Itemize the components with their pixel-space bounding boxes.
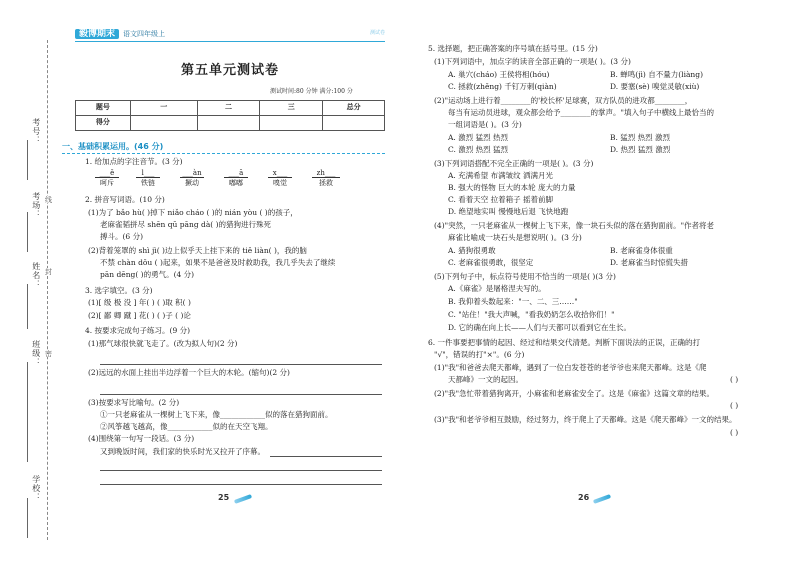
answer-bracket[interactable]: ( ): [730, 401, 739, 410]
question-line: 搏斗。(6 分): [100, 232, 144, 241]
question-line: (2)"我"急忙带着猎狗离开，小麻雀和老麻雀安全了。这是《麻雀》这篇文章的结果。: [434, 389, 715, 398]
answer-line[interactable]: [270, 456, 382, 457]
score-header: 三: [260, 101, 323, 116]
option-a[interactable]: A. 激烈 猛烈 热烈: [448, 133, 508, 142]
answer-line[interactable]: [100, 364, 382, 365]
page-header: [75, 29, 385, 39]
binding-write-line[interactable]: [27, 212, 28, 252]
question-line: (4)"突然，一只老麻雀从一棵树上飞下来，像一块石头似的落在猎狗面前。"作者将老: [434, 221, 715, 230]
question-line: 每当有运动员进球，观众都会给予________的掌声。"填入句子中横线上最恰当的: [448, 108, 714, 117]
question-line: 又到晚饭时间，我们家的快乐时光又拉开了序幕。: [100, 447, 265, 456]
question-line: pān dēng( )的勇气。(4 分): [100, 270, 195, 279]
option-b[interactable]: B. 我仰着头数起来："一、二、三……": [448, 297, 578, 306]
option-a[interactable]: A. 巢穴(cháo) 王侯将相(hóu): [448, 70, 550, 79]
answer-bracket[interactable]: ( ): [730, 375, 739, 384]
binding-label-school: 学校：: [31, 475, 41, 502]
brand-logo: 毅博期末: [75, 29, 119, 39]
header-rule: [75, 41, 385, 42]
binding-label-class: 班级：: [31, 340, 41, 367]
binding-label-exam-no: 考号：: [31, 118, 41, 145]
page-number: 26: [578, 493, 590, 502]
score-cell[interactable]: [197, 116, 260, 131]
header-tag: 测试卷: [369, 30, 385, 36]
option-d[interactable]: D. 绝望地实叫 慢慢地后退 飞快地跑: [448, 207, 569, 216]
answer-line[interactable]: [100, 484, 382, 485]
option-a[interactable]: A. 充满希望 布满皱纹 洒满月光: [448, 171, 553, 180]
answer-line[interactable]: [100, 394, 382, 395]
question-line: 老麻雀韬拼尽 shēn qū pāng dà( )的猎狗进行殊死: [100, 220, 272, 229]
question-stem: 5. 选择题，把正确答案的序号填在括号里。(15 分): [428, 44, 598, 53]
binding-write-line[interactable]: [27, 362, 28, 462]
question-line: (1)那气球很快就飞走了。(改为拟人句)(2 分): [88, 339, 238, 348]
binding-write-line[interactable]: [27, 140, 28, 180]
binding-mark-line: 线: [44, 196, 53, 203]
question-line: (2)[ 鄙 卿 蹴 ] 花( ) ( )子 ( )论: [88, 311, 191, 320]
question-line: (1)为了 bǎo hù( )掉下 niǎo cháo ( )的 nián yòu ( )的孩子，: [88, 208, 298, 217]
question-line: ①一只老麻雀从一棵树上飞下来，像____________似的落在猎狗面前。: [100, 410, 333, 419]
option-c[interactable]: C. 看着天空 拉着箱子 摇着前脚: [448, 195, 554, 204]
question-stem: 3. 选字填空。(3 分): [85, 286, 153, 295]
score-cell[interactable]: [130, 116, 197, 131]
option-c[interactable]: C. "站住！"我大声喊，"看我奶奶怎么收拾你们！": [448, 310, 615, 319]
option-c[interactable]: C. 老麻雀很勇敢，很坚定: [448, 258, 534, 267]
option-b[interactable]: B. 老麻雀身体很重: [610, 246, 673, 255]
pinyin-item[interactable]: l___ 铁链: [136, 169, 160, 188]
option-a[interactable]: A.《麻雀》是屠格涅夫写的。: [448, 284, 546, 293]
question-line: 一组词语是( )。(3 分): [448, 120, 522, 129]
section-heading: 一、基础积累运用。(46 分): [62, 142, 164, 151]
binding-label-name: 姓名：: [31, 262, 41, 289]
page-number: 25: [218, 493, 230, 502]
score-cell[interactable]: [260, 116, 323, 131]
question-stem: 1. 给加点的字注音节。(3 分): [85, 157, 183, 166]
binding-write-line[interactable]: [27, 284, 28, 329]
pinyin-item[interactable]: x___ 嗅觉: [268, 169, 292, 188]
option-d[interactable]: D. 老麻雀当时惊慌失措: [610, 258, 689, 267]
question-line: (4)围绕第一句写一段话。(3 分): [88, 434, 195, 443]
option-b[interactable]: B. 强大的怪物 巨大的本轮 庞大的力量: [448, 183, 576, 192]
binding-mark-secret: 密: [44, 350, 53, 357]
question-line: (3)下列词语搭配不完全正确的一项是( )。(3 分): [434, 159, 594, 168]
question-line: (2)背着笼罩的 shì jì( )边上似乎天上挂下来的 tiě liàn( )，我的脑: [88, 246, 307, 255]
score-header: 总分: [323, 101, 385, 116]
score-header: 题号: [76, 101, 131, 116]
binding-label-exam-room: 考场：: [31, 192, 41, 219]
option-a[interactable]: A. 猎狗很勇敢: [448, 246, 496, 255]
pencil-icon: [234, 494, 252, 504]
right-page: [400, 0, 800, 585]
score-header: 一: [130, 101, 197, 116]
option-d[interactable]: D. 热烈 猛烈 激烈: [610, 145, 671, 154]
pinyin-item[interactable]: ___ā 嘟嘟: [224, 169, 248, 188]
question-line: (1)"我"和爸爸去爬天都峰，遇到了一位白发苍苍的老爷爷也来爬天都峰。这是《爬: [434, 363, 707, 372]
question-line: (5)下列句子中，标点符号使用不恰当的一项是( )(3 分): [434, 272, 616, 281]
section-rule: [62, 153, 385, 154]
question-line: (1)[ 级 极 没 ] 年( ) ( )取 积( ): [88, 298, 191, 307]
question-line: 天都峰》一文的起因。: [448, 375, 523, 384]
answer-bracket[interactable]: ( ): [730, 428, 739, 437]
score-row-label: 得分: [76, 116, 131, 131]
question-line: ②风筝越飞越高，像____________似的在天空飞翔。: [100, 422, 273, 431]
binding-cut-line: [47, 40, 48, 540]
pinyin-item[interactable]: ___ě 呵斥: [95, 169, 119, 188]
score-header: 二: [197, 101, 260, 116]
option-c[interactable]: C. 拯救(zhěng) 千钉万刺(qiàn): [448, 82, 557, 91]
option-d[interactable]: D. 它的确在向上长——人们与天都可以看到它在生长。: [448, 323, 632, 332]
score-cell[interactable]: [323, 116, 385, 131]
question-line: (1)下列词语中，加点字的读音全部正确的一项是( )。(3 分): [434, 57, 631, 66]
question-line: (3)按要求写比喻句。(2 分): [88, 398, 180, 407]
question-line: (3)"我"和老爷爷相互鼓励，经过努力，终于爬上了天都峰。这是《爬天都峰》一文的结果。: [434, 415, 737, 424]
question-line: (2)远远的水面上挂出半边浮着一个巨大的木轮。(缩句)(2 分): [88, 368, 290, 377]
question-stem: 6. 一件事要把事情的起因、经过和结果交代清楚。判断下面说法的正误，正确的打: [428, 338, 701, 347]
exam-meta: 测试时间:80 分钟 满分:100 分: [270, 88, 353, 95]
question-stem: 2. 拼音写词语。(10 分): [85, 195, 165, 204]
question-stem: 4. 按要求完成句子练习。(9 分): [85, 326, 191, 335]
page-title: 第五单元测试卷: [180, 63, 279, 78]
question-line: 麻雀比喻成一块石头是想说明( )。(3 分): [448, 233, 582, 242]
option-b[interactable]: B. 蝉鸣(jì) 自不量力(liàng): [610, 70, 703, 79]
option-d[interactable]: D. 要塞(sè) 嗅觉灵敏(xiù): [610, 82, 700, 91]
binding-margin: [0, 0, 48, 585]
pinyin-item[interactable]: zh___ 拯救: [312, 169, 340, 188]
option-b[interactable]: B. 猛烈 热烈 激烈: [610, 133, 671, 142]
option-c[interactable]: C. 激烈 热烈 猛烈: [448, 145, 509, 154]
score-table: [75, 100, 385, 131]
question-line: (2)"运动场上进行着________的'校长杯'足球赛，双方队员的进攻都________，: [434, 96, 693, 105]
pinyin-item[interactable]: ___àn 撅动: [180, 169, 204, 188]
header-subtitle: 语文四年级上: [123, 30, 165, 38]
question-line: 不禁 chàn dǒu ( )起来，如果不是爸爸及时救助我，我几乎失去了继续: [100, 258, 336, 267]
pencil-icon: [593, 494, 611, 504]
question-line: "√"，错误的打"×"。(6 分): [434, 350, 525, 359]
binding-mark-seal: 封: [44, 268, 53, 275]
answer-line[interactable]: [100, 470, 382, 471]
binding-write-line[interactable]: [27, 498, 28, 538]
